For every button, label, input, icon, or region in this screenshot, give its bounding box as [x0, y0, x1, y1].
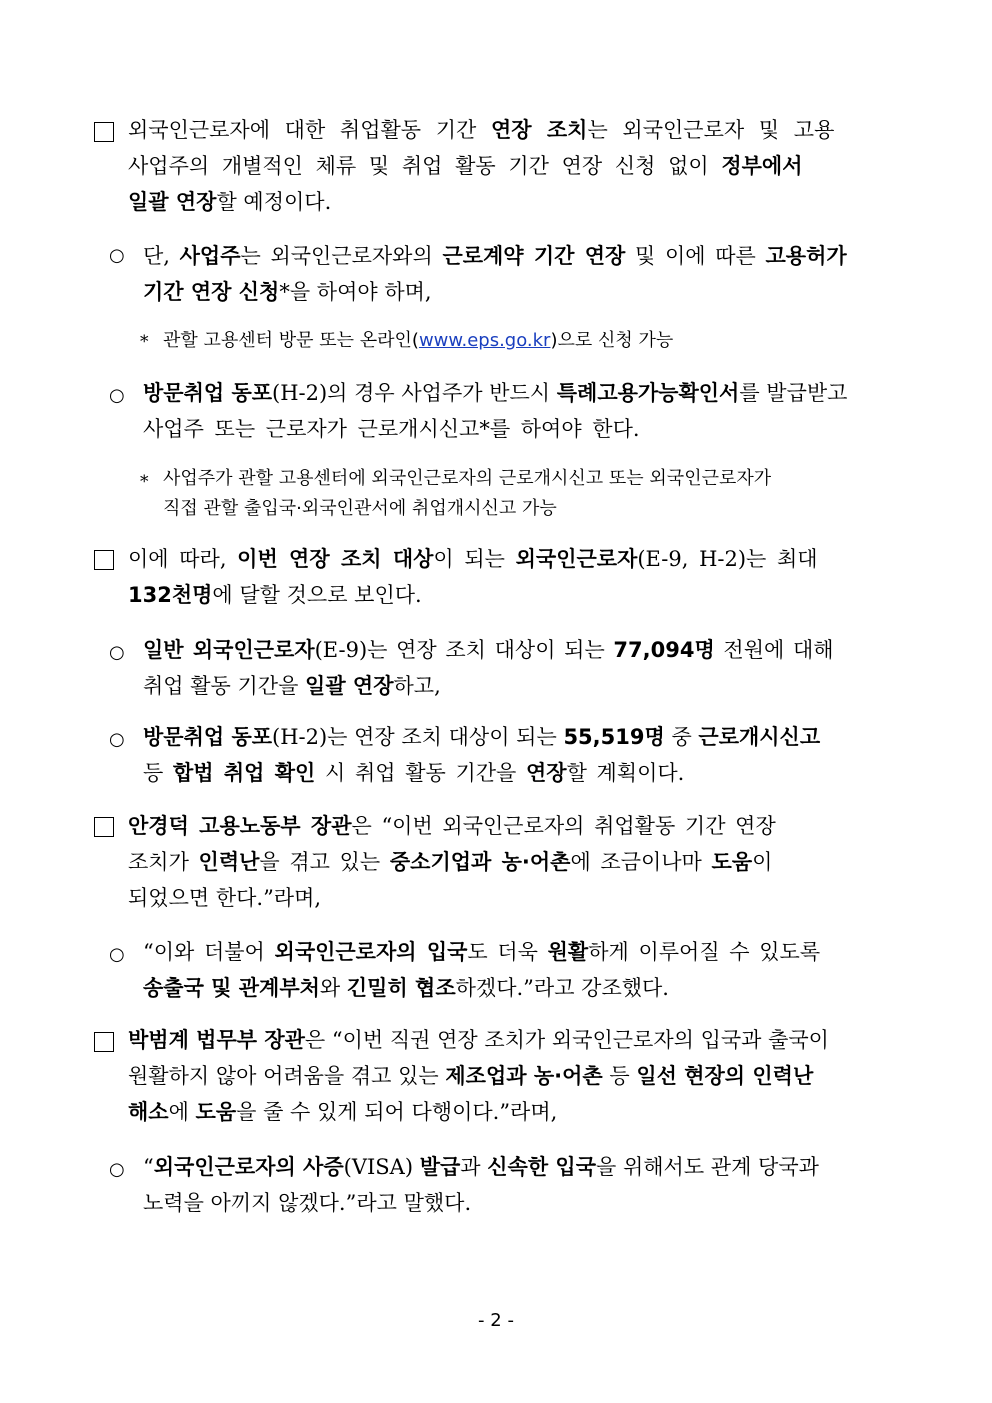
bold-text: 일괄 연장	[305, 674, 394, 698]
bold-text: 인력난	[198, 850, 260, 874]
bold-text: 사업주	[179, 244, 241, 268]
bold-text: 77,094명	[613, 638, 715, 662]
paragraph-3	[128, 808, 898, 916]
circle-bullet-icon: ○	[109, 729, 125, 750]
circle-bullet-icon: ○	[109, 245, 125, 266]
bold-text: 이번 연장 조치 대상	[237, 547, 434, 571]
square-bullet-icon	[94, 122, 114, 142]
bold-text: 연장	[525, 761, 567, 785]
text: 중	[664, 725, 699, 749]
text: 는 외국인근로자와의	[240, 244, 443, 268]
text: 직접 관할 출입국·외국인관서에 취업개시신고 가능	[163, 498, 557, 519]
paragraph-2a	[143, 632, 903, 704]
bold-text: 55,519명	[563, 725, 665, 749]
text: 관할 고용센터 방문 또는 온라인(	[163, 330, 419, 351]
text: (E-9)는 연장 조치 대상이 되는	[314, 638, 614, 662]
eps-link[interactable]: www.eps.go.kr	[418, 330, 551, 351]
bold-text: 신속한 입국	[487, 1155, 597, 1179]
text: 하겠다.”라고 강조했다.	[455, 976, 669, 1000]
text: 에	[168, 1100, 196, 1124]
text: 에 달할 것으로 보인다.	[212, 583, 422, 607]
paragraph-4a	[143, 1149, 903, 1221]
bold-text: 일괄 연장	[128, 190, 217, 214]
bold-text: 해소	[128, 1100, 169, 1124]
bold-text: 방문취업 동포	[143, 725, 273, 749]
text: 을 겪고 있는	[259, 850, 390, 874]
text: 을 줄 수 있게 되어 다행이다.”라며,	[236, 1100, 558, 1124]
circle-bullet-icon: ○	[109, 642, 125, 663]
bold-text: 긴밀히 협조	[346, 976, 456, 1000]
bold-text: 연장 조치	[491, 118, 588, 142]
text: “이와 더불어	[143, 940, 275, 964]
text: (H-2)는 연장 조치 대상이 되는	[272, 725, 564, 749]
text: 도 더욱	[467, 940, 548, 964]
paragraph-4	[128, 1022, 898, 1130]
text: 과	[460, 1155, 488, 1179]
text: 조치가	[128, 850, 199, 874]
text: 등	[602, 1064, 637, 1088]
text: 할 예정이다.	[216, 190, 332, 214]
text: 되었으면 한다.”라며,	[128, 886, 322, 910]
bold-text: 중소기업과 농·어촌	[389, 850, 571, 874]
text: 사업주의 개별적인 체류 및 취업 활동 기간 연장 신청 없이	[128, 154, 722, 178]
paragraph-1	[128, 112, 898, 220]
text: 이에 따라,	[128, 547, 238, 571]
square-bullet-icon	[94, 817, 114, 837]
bold-text: 132천명	[128, 583, 213, 607]
text: *을 하여야 하며,	[279, 280, 432, 304]
text: 하고,	[393, 674, 441, 698]
text: 및 이에 따른	[625, 244, 766, 268]
circle-bullet-icon: ○	[109, 944, 125, 965]
text: 는 외국인근로자 및 고용	[587, 118, 835, 142]
bold-text: 일반 외국인근로자	[143, 638, 315, 662]
circle-bullet-icon: ○	[109, 385, 125, 406]
text: 하게 이루어질 수 있도록	[588, 940, 821, 964]
paragraph-2b	[143, 719, 903, 791]
page-number: - 2 -	[478, 1310, 514, 1331]
square-bullet-icon	[94, 550, 114, 570]
footnote-2	[163, 464, 771, 524]
bold-text: 도움	[711, 850, 753, 874]
text: )으로 신청 가능	[550, 330, 674, 351]
text: 를 발급받고	[739, 381, 848, 405]
paragraph-2	[128, 541, 898, 613]
text: 시 취업 활동 기간을	[315, 761, 526, 785]
text: 와	[319, 976, 347, 1000]
bold-text: 외국인근로자의 입국	[274, 940, 468, 964]
text: 사업주 또는 근로자가 근로개시신고*를 하여야 한다.	[143, 417, 640, 441]
asterisk-marker: *	[140, 472, 149, 492]
text: 이 되는	[433, 547, 516, 571]
bold-text: 일선 현장의 인력난	[636, 1064, 814, 1088]
bold-text: 특례고용가능확인서	[556, 381, 740, 405]
text: 취업 활동 기간을	[143, 674, 306, 698]
paragraph-3a	[143, 934, 903, 1006]
text: 단,	[143, 244, 180, 268]
bold-text: 근로개시신고	[698, 725, 821, 749]
bold-text: 근로계약 기간 연장	[442, 244, 626, 268]
text: 에 조금이나마	[570, 850, 712, 874]
text: 을 위해서도 관계 당국과	[596, 1155, 819, 1179]
bold-text: 안경덕 고용노동부 장관	[128, 814, 352, 838]
bold-text: 원활	[547, 940, 589, 964]
text: (H-2)의 경우 사업주가 반드시	[272, 381, 557, 405]
bold-text: 정부에서	[721, 154, 803, 178]
text: (VISA)	[343, 1155, 420, 1179]
text: 사업주가 관할 고용센터에 외국인근로자의 근로개시신고 또는 외국인근로자가	[163, 468, 772, 489]
text: 노력을 아끼지 않겠다.”라고 말했다.	[143, 1191, 472, 1215]
text: 은 “이번 외국인근로자의 취업활동 기간 연장	[351, 814, 776, 838]
text: 은 “이번 직권 연장 조치가 외국인근로자의 입국과 출국이	[304, 1028, 829, 1052]
bold-text: 고용허가	[765, 244, 847, 268]
bold-text: 합법 취업 확인	[172, 761, 316, 785]
text: 전원에 대해	[714, 638, 834, 662]
text: 할 계획이다.	[566, 761, 685, 785]
circle-bullet-icon: ○	[109, 1159, 125, 1180]
footnote-1	[163, 326, 673, 356]
asterisk-marker: *	[140, 332, 149, 352]
bold-text: 외국인근로자의 사증	[153, 1155, 344, 1179]
text: “	[143, 1155, 154, 1179]
bold-text: 발급	[419, 1155, 461, 1179]
text: (E-9, H-2)는 최대	[637, 547, 818, 571]
paragraph-1a	[143, 238, 903, 310]
bold-text: 제조업과 농·어촌	[445, 1064, 603, 1088]
text: 이	[752, 850, 773, 874]
bold-text: 방문취업 동포	[143, 381, 273, 405]
bold-text: 기간 연장 신청	[143, 280, 280, 304]
square-bullet-icon	[94, 1032, 114, 1052]
bold-text: 외국인근로자	[515, 547, 638, 571]
bold-text: 박범계 법무부 장관	[128, 1028, 305, 1052]
text: 등	[143, 761, 173, 785]
text: 원활하지 않아 어려움을 겪고 있는	[128, 1064, 446, 1088]
bold-text: 도움	[195, 1100, 237, 1124]
text: 외국인근로자에 대한 취업활동 기간	[128, 118, 491, 142]
paragraph-1b	[143, 375, 903, 447]
bold-text: 송출국 및 관계부처	[143, 976, 320, 1000]
